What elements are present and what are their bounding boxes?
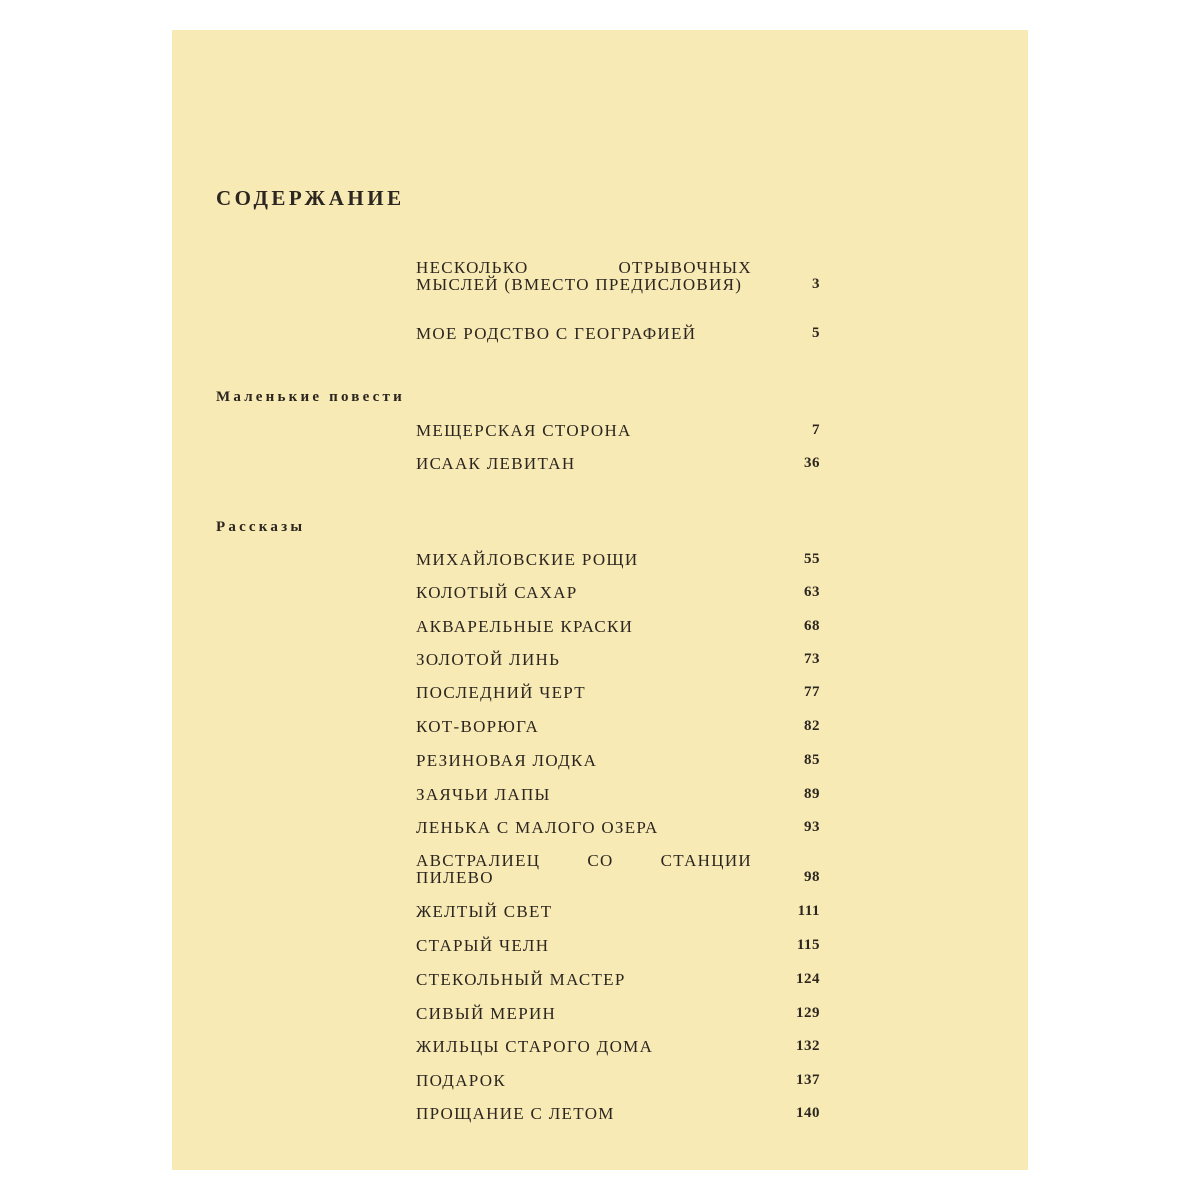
toc-entry-title: СИВЫЙ МЕРИН bbox=[416, 1004, 557, 1023]
toc-entry-page: 124 bbox=[796, 971, 820, 987]
toc-entry-page: 7 bbox=[812, 422, 820, 438]
toc-entry-title: НЕСКОЛЬКО ОТРЫВОЧНЫХ МЫСЛЕЙ (ВМЕСТО ПРЕДИСЛОВИЯ) bbox=[416, 258, 752, 294]
toc-entry-title: АВСТРАЛИЕЦ СО СТАНЦИИ ПИЛЕВО bbox=[416, 851, 752, 887]
toc-entry bbox=[416, 971, 820, 988]
page-title: СОДЕРЖАНИЕ bbox=[216, 186, 405, 210]
toc-entry-page: 5 bbox=[812, 325, 820, 341]
section-heading: Маленькие повести bbox=[216, 389, 405, 405]
toc-entry bbox=[416, 422, 820, 439]
toc-entry-title: ЛЕНЬКА С МАЛОГО ОЗЕРА bbox=[416, 818, 659, 837]
toc-entry-page: 68 bbox=[804, 618, 820, 634]
toc-entry bbox=[416, 259, 820, 293]
toc-entry-title: ПОСЛЕДНИЙ ЧЕРТ bbox=[416, 683, 586, 702]
toc-entry bbox=[416, 1072, 820, 1089]
toc-entry-title: АКВАРЕЛЬНЫЕ КРАСКИ bbox=[416, 617, 634, 636]
section-heading: Рассказы bbox=[216, 519, 306, 535]
toc-entry-page: 63 bbox=[804, 584, 820, 600]
book-page bbox=[172, 30, 1028, 1170]
toc-entry bbox=[416, 852, 820, 886]
toc-entry bbox=[416, 325, 820, 342]
toc-entry-page: 77 bbox=[804, 684, 820, 700]
toc-entry-title: ЖИЛЬЦЫ СТАРОГО ДОМА bbox=[416, 1037, 654, 1056]
toc-entry-title: ЖЕЛТЫЙ СВЕТ bbox=[416, 902, 553, 921]
toc-entry bbox=[416, 903, 820, 920]
toc-entry-title: КОТ-ВОРЮГА bbox=[416, 717, 540, 736]
toc-entry-title: ЗАЯЧЬИ ЛАПЫ bbox=[416, 785, 551, 804]
toc-entry-page: 82 bbox=[804, 718, 820, 734]
toc-entry-page: 140 bbox=[796, 1105, 820, 1121]
toc-entry bbox=[416, 819, 820, 836]
toc-entry-page: 55 bbox=[804, 551, 820, 567]
toc-entry bbox=[416, 584, 820, 601]
toc-entry bbox=[416, 1105, 820, 1122]
toc-entry-title: КОЛОТЫЙ САХАР bbox=[416, 583, 578, 602]
toc-entry-page: 36 bbox=[804, 455, 820, 471]
toc-entry-page: 3 bbox=[812, 276, 820, 292]
toc-entry-title: ПОДАРОК bbox=[416, 1071, 506, 1090]
toc-entry-title: СТАРЫЙ ЧЕЛН bbox=[416, 936, 550, 955]
toc-entry-page: 98 bbox=[804, 869, 820, 885]
toc-entry-title: МИХАЙЛОВСКИЕ РОЩИ bbox=[416, 550, 639, 569]
toc-entry-page: 93 bbox=[804, 819, 820, 835]
toc-entry bbox=[416, 455, 820, 472]
toc-entry-title: МОЕ РОДСТВО С ГЕОГРАФИЕЙ bbox=[416, 324, 697, 343]
toc-entry bbox=[416, 718, 820, 735]
toc-entry bbox=[416, 651, 820, 668]
toc-entry-title: СТЕКОЛЬНЫЙ МАСТЕР bbox=[416, 970, 626, 989]
toc-entry bbox=[416, 551, 820, 568]
toc-entry bbox=[416, 937, 820, 954]
toc-entry-title: МЕЩЕРСКАЯ СТОРОНА bbox=[416, 421, 632, 440]
toc-entry-page: 115 bbox=[796, 937, 820, 953]
toc-entry bbox=[416, 1038, 820, 1055]
toc-entry-page: 111 bbox=[797, 903, 820, 919]
toc-entry-page: 132 bbox=[796, 1038, 820, 1054]
toc-entry-title: РЕЗИНОВАЯ ЛОДКА bbox=[416, 751, 598, 770]
toc-entry-title: ЗОЛОТОЙ ЛИНЬ bbox=[416, 650, 561, 669]
toc-entry bbox=[416, 1005, 820, 1022]
toc-entry bbox=[416, 752, 820, 769]
toc-entry-page: 129 bbox=[796, 1005, 820, 1021]
toc-entry-title: ИСААК ЛЕВИТАН bbox=[416, 454, 576, 473]
toc-entry-title: ПРОЩАНИЕ С ЛЕТОМ bbox=[416, 1104, 615, 1123]
toc-entry bbox=[416, 786, 820, 803]
toc-entry bbox=[416, 618, 820, 635]
toc-entry-page: 85 bbox=[804, 752, 820, 768]
toc-entry-page: 137 bbox=[796, 1072, 820, 1088]
toc-entry-page: 73 bbox=[804, 651, 820, 667]
toc-entry-page: 89 bbox=[804, 786, 820, 802]
toc-entry bbox=[416, 684, 820, 701]
